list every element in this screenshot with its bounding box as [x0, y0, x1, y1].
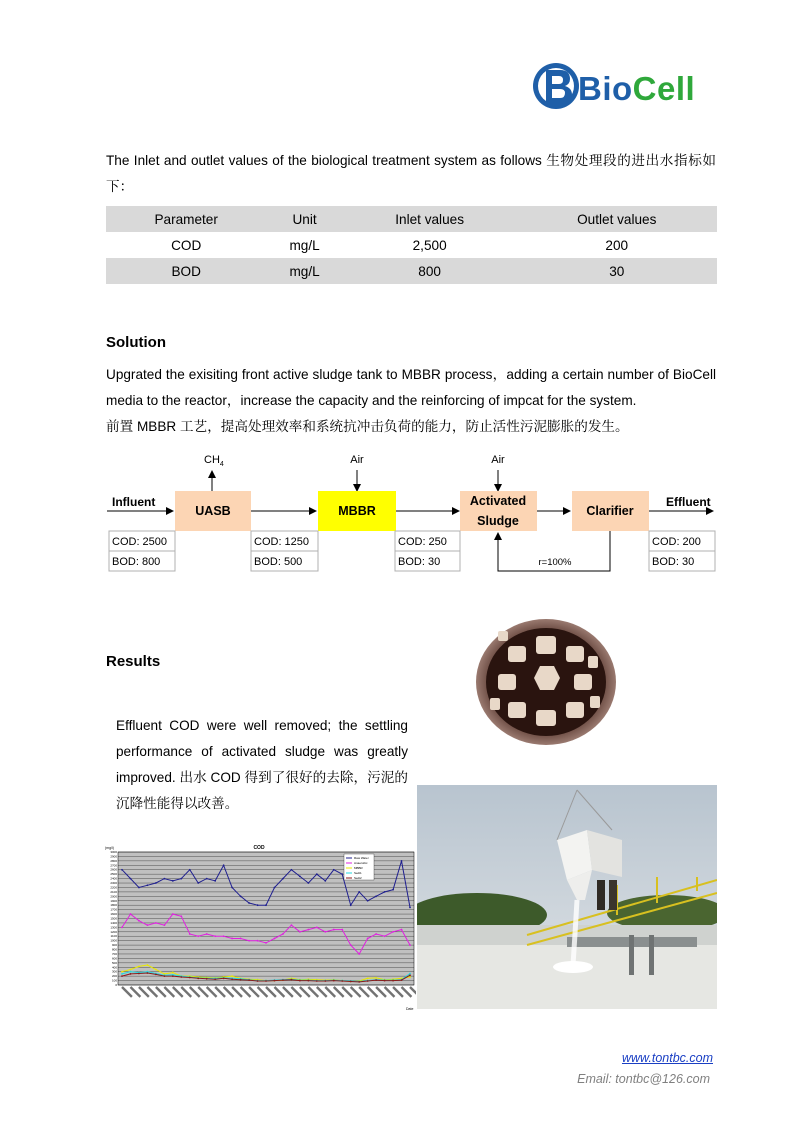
- data-point: [316, 980, 318, 982]
- data-point: [350, 981, 352, 983]
- parameters-table: [106, 206, 717, 284]
- data-point: [231, 938, 233, 940]
- data-point: [307, 929, 309, 931]
- data-point: [223, 935, 225, 937]
- website-link[interactable]: www.tontbc.com: [621, 1051, 713, 1065]
- y-tick-label: 500: [111, 960, 117, 965]
- data-point: [375, 979, 377, 981]
- data-point: [121, 869, 123, 871]
- activated-label: Activated: [469, 494, 527, 508]
- stage-cod: COD: 200: [652, 536, 701, 548]
- legend-label: Sedi2: [354, 876, 362, 880]
- solution-title: Solution: [106, 334, 166, 351]
- y-tick-label: 2800: [110, 858, 117, 863]
- legend-label: Raw Water: [354, 856, 369, 860]
- data-point: [291, 979, 293, 981]
- data-point: [291, 924, 293, 926]
- y-tick-label: 1700: [110, 907, 117, 912]
- data-point: [155, 882, 157, 884]
- ch4-label: [204, 454, 224, 468]
- intro-text: The Inlet and outlet values of the biological treatment system as follows 生物处理段的进出水指标如下：: [106, 153, 716, 194]
- data-point: [409, 974, 411, 976]
- data-point: [350, 904, 352, 906]
- data-point: [172, 913, 174, 915]
- y-tick-label: 2100: [110, 889, 117, 894]
- data-point: [231, 978, 233, 980]
- recycle-ratio: r=100%: [538, 557, 572, 568]
- y-tick-label: 2700: [110, 863, 117, 868]
- data-point: [130, 973, 132, 975]
- data-point: [180, 915, 182, 917]
- data-point: [384, 935, 386, 937]
- y-tick-label: 2900: [110, 854, 117, 859]
- data-point: [130, 971, 132, 973]
- data-point: [324, 980, 326, 982]
- data-point: [189, 869, 191, 871]
- y-tick-label: 2600: [110, 867, 117, 872]
- data-point: [206, 933, 208, 935]
- data-point: [375, 977, 377, 979]
- data-point: [121, 973, 123, 975]
- table-row: [106, 232, 717, 258]
- air-label: Air: [350, 454, 364, 466]
- data-point: [172, 975, 174, 977]
- data-point: [367, 980, 369, 982]
- y-tick-label: 2300: [110, 881, 117, 886]
- data-point: [401, 929, 403, 931]
- data-point: [121, 971, 123, 973]
- ch4-main: CH: [204, 454, 220, 466]
- data-point: [367, 938, 369, 940]
- data-point: [307, 980, 309, 982]
- data-point: [358, 981, 360, 983]
- mbbr-label: MBBR: [338, 504, 376, 518]
- solution-text-en: Upgrated the exisiting front active sludge tank to MBBR process，adding a certain number of BioCell media to the reactor，increase the capacity and the reinforcing of impcat for the system.: [106, 367, 716, 408]
- table-cell: mg/L: [266, 258, 342, 284]
- data-point: [274, 980, 276, 982]
- y-tick-label: 2500: [110, 872, 117, 877]
- data-point: [299, 875, 301, 877]
- data-point: [240, 979, 242, 981]
- data-point: [282, 933, 284, 935]
- data-point: [172, 972, 174, 974]
- data-point: [333, 869, 335, 871]
- data-point: [367, 977, 369, 979]
- stage-cod: COD: 2500: [112, 536, 168, 548]
- data-point: [130, 913, 132, 915]
- data-point: [274, 887, 276, 889]
- data-point: [223, 864, 225, 866]
- data-point: [147, 964, 149, 966]
- data-point: [163, 878, 165, 880]
- y-tick-label: 600: [111, 956, 117, 961]
- data-point: [147, 972, 149, 974]
- data-point: [130, 969, 132, 971]
- data-point: [138, 920, 140, 922]
- table-cell: 2,500: [412, 237, 447, 253]
- y-tick-label: 1200: [110, 929, 117, 934]
- y-tick-label: 100: [111, 978, 117, 983]
- data-point: [299, 931, 301, 933]
- table-row: [106, 258, 717, 284]
- data-point: [231, 975, 233, 977]
- solution-text: [106, 362, 716, 440]
- data-point: [392, 980, 394, 982]
- data-point: [180, 878, 182, 880]
- data-point: [274, 938, 276, 940]
- y-tick-label: 3000: [110, 850, 117, 854]
- chart-legend: [344, 854, 374, 880]
- legend-label: Anaerobic: [354, 861, 368, 865]
- data-point: [130, 878, 132, 880]
- data-point: [392, 931, 394, 933]
- table-cell: 30: [517, 258, 718, 284]
- table-header-row: [106, 206, 717, 232]
- air-label: Air: [491, 454, 505, 466]
- data-point: [358, 953, 360, 955]
- data-point: [180, 976, 182, 978]
- y-tick-label: 300: [111, 969, 117, 974]
- results-title: Results: [106, 653, 161, 670]
- data-point: [147, 884, 149, 886]
- data-point: [138, 887, 140, 889]
- data-point: [121, 975, 123, 977]
- stage-bod: BOD: 30: [398, 556, 441, 568]
- data-point: [392, 889, 394, 891]
- biocell-media-photo: [470, 616, 620, 746]
- data-point: [257, 904, 259, 906]
- data-point: [409, 944, 411, 946]
- table-cell: BOD: [106, 258, 266, 284]
- data-point: [248, 979, 250, 981]
- data-point: [409, 907, 411, 909]
- data-point: [214, 880, 216, 882]
- contact-email: Email: tontbc@126.com: [577, 1072, 710, 1086]
- data-point: [214, 978, 216, 980]
- data-point: [291, 869, 293, 871]
- legend-label: MBBR: [354, 866, 363, 870]
- y-tick-label: 1800: [110, 903, 117, 908]
- data-point: [155, 973, 157, 975]
- chart-title: COD: [253, 845, 265, 851]
- data-point: [197, 882, 199, 884]
- table-cell: 200: [605, 237, 629, 253]
- data-point: [138, 973, 140, 975]
- data-point: [172, 880, 174, 882]
- data-point: [163, 975, 165, 977]
- data-point: [384, 980, 386, 982]
- data-point: [384, 891, 386, 893]
- clarifier-label: Clarifier: [586, 504, 634, 518]
- legend-label: Sedi1: [354, 871, 362, 875]
- results-text: Effluent COD were well removed; the settling performance of activated sludge was greatly improved. 出水 COD 得到了很好的去除，污泥的沉降性能得以改善。: [116, 718, 408, 811]
- data-point: [155, 969, 157, 971]
- data-point: [206, 978, 208, 980]
- y-axis-label: (mg/l): [105, 846, 114, 850]
- y-tick-label: 1100: [110, 934, 117, 939]
- data-point: [324, 880, 326, 882]
- data-point: [367, 900, 369, 902]
- brand-name-part2: Cell: [632, 70, 696, 107]
- y-tick-label: 0: [115, 983, 117, 987]
- data-point: [282, 979, 284, 981]
- y-tick-label: 2000: [110, 894, 117, 899]
- uasb-label: UASB: [195, 504, 231, 518]
- data-point: [358, 891, 360, 893]
- stage-bod: BOD: 500: [254, 556, 303, 568]
- influent-label: Influent: [112, 495, 156, 509]
- y-tick-label: 1000: [110, 938, 117, 943]
- ch4-subscript: 4: [219, 461, 224, 468]
- treatment-site-photo: [417, 785, 717, 1009]
- y-tick-label: 400: [111, 965, 117, 970]
- y-tick-label: 1400: [110, 920, 117, 925]
- data-point: [316, 926, 318, 928]
- table-header: Outlet values: [517, 206, 718, 232]
- data-point: [316, 873, 318, 875]
- process-flow-diagram: [105, 450, 717, 575]
- table-cell: mg/L: [289, 237, 320, 253]
- stage-bod: BOD: 800: [112, 556, 161, 568]
- data-point: [375, 933, 377, 935]
- data-point: [155, 922, 157, 924]
- table-header: Parameter: [106, 206, 266, 232]
- y-tick-label: 200: [111, 974, 117, 979]
- data-point: [240, 895, 242, 897]
- data-point: [333, 980, 335, 982]
- cod-line-chart: [104, 840, 416, 1012]
- data-point: [409, 973, 411, 975]
- data-point: [265, 904, 267, 906]
- table-header: Unit: [266, 206, 342, 232]
- y-tick-label: 1600: [110, 912, 117, 917]
- data-point: [248, 902, 250, 904]
- data-point: [324, 931, 326, 933]
- data-point: [350, 944, 352, 946]
- y-tick-label: 800: [111, 947, 117, 952]
- y-tick-label: 2400: [110, 876, 117, 881]
- stage-cod: COD: 1250: [254, 536, 310, 548]
- effluent-label: Effluent: [666, 495, 711, 509]
- data-point: [265, 980, 267, 982]
- data-point: [333, 929, 335, 931]
- data-point: [197, 977, 199, 979]
- data-point: [163, 924, 165, 926]
- x-axis-label: Date: [406, 1007, 414, 1011]
- stage-bod: BOD: 30: [652, 556, 695, 568]
- data-point: [231, 887, 233, 889]
- y-tick-label: 900: [111, 943, 117, 948]
- data-point: [282, 878, 284, 880]
- data-point: [248, 940, 250, 942]
- y-tick-label: 1300: [110, 925, 117, 930]
- data-point: [401, 860, 403, 862]
- sludge-label: Sludge: [477, 514, 519, 528]
- data-point: [401, 979, 403, 981]
- table-header: Inlet values: [343, 206, 517, 232]
- data-point: [265, 942, 267, 944]
- table-cell: COD: [171, 237, 202, 253]
- data-point: [341, 929, 343, 931]
- data-point: [189, 977, 191, 979]
- data-point: [375, 895, 377, 897]
- data-point: [307, 882, 309, 884]
- brand-name: [578, 70, 695, 108]
- solution-text-cn: 前置 MBBR 工艺，提高处理效率和系统抗冲击负荷的能力，防止活性污泥膨胀的发生。: [106, 419, 629, 434]
- data-point: [189, 933, 191, 935]
- y-tick-label: 700: [111, 951, 117, 956]
- data-point: [299, 980, 301, 982]
- data-point: [257, 980, 259, 982]
- y-tick-label: 2200: [110, 885, 117, 890]
- data-point: [257, 940, 259, 942]
- table-cell: 800: [343, 258, 517, 284]
- data-point: [409, 976, 411, 978]
- data-point: [240, 938, 242, 940]
- data-point: [223, 977, 225, 979]
- y-tick-label: 1500: [110, 916, 117, 921]
- data-point: [121, 926, 123, 928]
- stage-cod: COD: 250: [398, 536, 447, 548]
- data-point: [341, 980, 343, 982]
- data-point: [197, 935, 199, 937]
- data-point: [206, 878, 208, 880]
- brand-name-part1: Bio: [578, 70, 633, 107]
- y-tick-label: 1900: [110, 898, 117, 903]
- data-point: [138, 965, 140, 967]
- data-point: [214, 935, 216, 937]
- data-point: [341, 873, 343, 875]
- data-point: [147, 924, 149, 926]
